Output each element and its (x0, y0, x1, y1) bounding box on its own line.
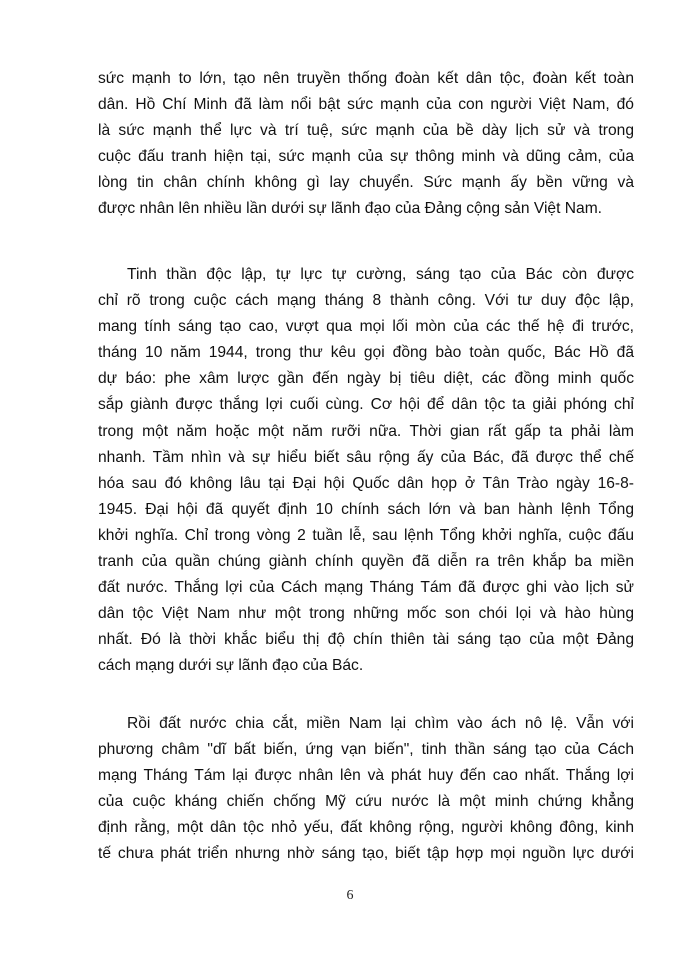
text-line: đất nước. Thắng lợi của Cách mạng Tháng Tám đã được ghi vào lịch sử (98, 579, 634, 597)
text-line: phương châm "dĩ bất biến, ứng vạn biến", tinh thần sáng tạo của Cách (98, 741, 634, 759)
text-line: tháng 10 năm 1944, trong thư kêu gọi đồng bào toàn quốc, Bác Hồ đã (98, 344, 634, 362)
text-line: mạng Tháng Tám lại được nhân lên và phát huy đến cao nhất. Thắng lợi (98, 767, 634, 785)
text-line: khởi nghĩa. Chỉ trong vòng 2 tuần lễ, sau lệnh Tổng khởi nghĩa, cuộc đấu (98, 526, 634, 544)
text-line: cuộc đấu tranh hiện tại, sức mạnh của sự thông minh và dũng cảm, của (98, 148, 634, 166)
text-line: dân. Hồ Chí Minh đã làm nổi bật sức mạnh của con người Việt Nam, đó (98, 96, 634, 114)
text-line: cách mạng dưới sự lãnh đạo của Bác. (98, 657, 364, 675)
paragraph-3 (98, 711, 634, 868)
text-line: dân tộc Việt Nam như một trong những mốc son chói lọi và hào hùng (98, 605, 634, 623)
text-line: sức mạnh to lớn, tạo nên truyền thống đoàn kết dân tộc, đoàn kết toàn (98, 70, 634, 87)
text-line: sắp giành được thắng lợi cuối cùng. Cơ hội để dân tộc ta giải phóng chỉ (98, 396, 634, 414)
text-line: của cuộc kháng chiến chống Mỹ cứu nước là một minh chứng khẳng (98, 793, 634, 811)
text-line: dự báo: phe xâm lược gần đến ngày bị tiêu diệt, các đồng minh quốc (98, 370, 634, 388)
text-line: hóa sau đó không lâu tại Đại hội Quốc dân họp ở Tân Trào ngày 16-8- (98, 474, 634, 492)
text-line: tranh của quần chúng giành chính quyền đã diễn ra trên khắp ba miền (98, 553, 634, 571)
paragraph-1 (98, 66, 634, 223)
text-line: lòng tin chân chính không gì lay chuyển. Sức mạnh ấy bền vững và (98, 174, 634, 192)
text-line: chỉ rõ trong cuộc cách mạng tháng 8 thành công. Với tư duy độc lập, (98, 292, 634, 310)
text-line: 1945. Đại hội đã quyết định 10 chính sách lớn và ban hành lệnh Tổng (98, 500, 634, 518)
text-line: tế chưa phát triển nhưng nhờ sáng tạo, biết tập hợp mọi nguồn lực dưới (98, 845, 634, 863)
text-line: trong một năm hoặc một năm rưỡi nữa. Thời gian rất gấp ta phải làm (98, 422, 634, 440)
text-line: được nhân lên nhiều lần dưới sự lãnh đạo của Đảng cộng sản Việt Nam. (98, 200, 603, 218)
text-line: định rằng, một dân tộc nhỏ yếu, đất không rộng, người không đông, kinh (98, 819, 634, 837)
text-line: nhanh. Tầm nhìn và sự hiểu biết sâu rộng ấy của Bác, đã được thể chế (98, 448, 634, 466)
text-line: Rồi đất nước chia cắt, miền Nam lại chìm vào ách nô lệ. Vẫn với (127, 715, 634, 732)
page-number: 6 (346, 888, 354, 903)
paragraph-2 (98, 262, 634, 680)
text-line: nhất. Đó là thời khắc biểu thị độ chín thiên tài sáng tạo của một Đảng (98, 631, 634, 649)
text-line: mang tính sáng tạo cao, vượt qua mọi lối mòn của các thế hệ đi trước, (98, 318, 634, 336)
text-line: là sức mạnh thể lực và trí tuệ, sức mạnh của bề dày lịch sử và trong (98, 122, 634, 140)
text-line: Tinh thần độc lập, tự lực tự cường, sáng tạo của Bác còn được (127, 266, 634, 283)
